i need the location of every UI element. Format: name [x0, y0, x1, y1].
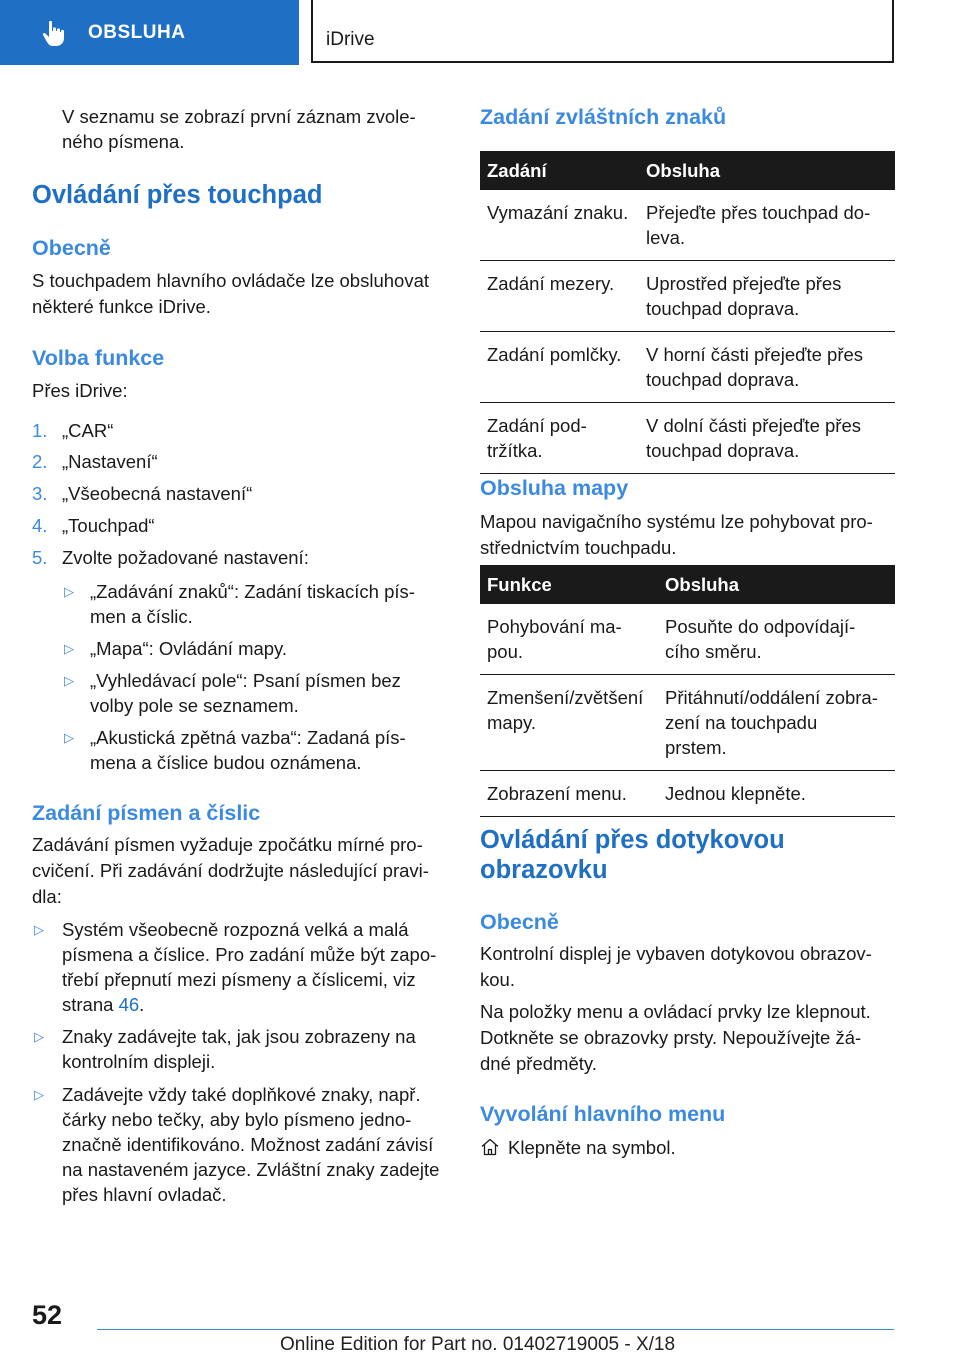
table-row [480, 190, 895, 261]
table-cell [480, 332, 639, 403]
step-number: 5. [32, 547, 48, 568]
rule-line: Zadávejte vždy také doplňkové znaky, např. [62, 1084, 421, 1105]
table-cell [639, 403, 895, 474]
rule-line: přes hlavní ovladač. [62, 1184, 227, 1205]
cell-line: Uprostřed přejeďte přes [646, 273, 842, 294]
main-menu-text: Klepněte na symbol. [508, 1137, 676, 1158]
bullet-triangle-icon: ▷ [64, 584, 74, 599]
table-header-cell: Obsluha [658, 565, 895, 604]
step-text: „Touchpad“ [62, 515, 155, 536]
heading-map: Obsluha mapy [480, 476, 629, 500]
step-text: „Všeobecná nastavení“ [62, 483, 253, 504]
table-header-cell: Obsluha [639, 151, 895, 190]
rule-line: Znaky zadávejte tak, jak jsou zobrazeny na [62, 1026, 416, 1047]
table-cell [639, 332, 895, 403]
bullet-triangle-icon: ▷ [34, 1029, 44, 1044]
cell-line: Jednou klepněte. [665, 783, 806, 804]
letters-text-1: Zadávání písmen vyžaduje zpočátku mírné pro- [32, 834, 423, 855]
heading-select-function: Volba funkce [32, 346, 165, 370]
table-cell [639, 261, 895, 332]
option-line: volby pole se seznamem. [90, 695, 299, 716]
page-number: 52 [32, 1300, 63, 1330]
step-number: 2. [32, 451, 48, 472]
cell-line: Zadání mezery. [487, 273, 615, 294]
cell-line: Zobrazení menu. [487, 783, 627, 804]
option-line: „Zadávání znaků“: Zadání tiskacích pís- [90, 581, 415, 602]
rule-line: značně identifikováno. Možnost zadání závisí [62, 1134, 434, 1155]
table-cell [480, 261, 639, 332]
table-cell [480, 771, 658, 817]
option-line: mena a číslice budou oznámena. [90, 752, 362, 773]
table-row [480, 403, 895, 474]
special-chars-table [480, 151, 895, 474]
option-line: „Mapa“: Ovládání mapy. [90, 638, 288, 659]
table-cell [480, 604, 658, 675]
touch-hand-icon [38, 18, 68, 48]
table-row [480, 771, 895, 817]
rule-line: čárky nebo tečky, aby bylo písmeno jedno- [62, 1109, 412, 1130]
table-header-row [480, 151, 895, 190]
step-number: 1. [32, 420, 48, 441]
rule-text: . [139, 994, 145, 1015]
intro-line-1: V seznamu se zobrazí první záznam zvole- [62, 106, 416, 127]
cell-line: Přejeďte přes touchpad do- [646, 202, 871, 223]
cell-line: Vymazání znaku. [487, 202, 629, 223]
rule-line: na nastaveném jazyce. Zvláštní znaky zadejte [62, 1159, 440, 1180]
general-text-2: některé funkce iDrive. [32, 296, 211, 317]
table-row [480, 261, 895, 332]
rule-line: písmena a číslice. Pro zadání může být zapo- [62, 944, 437, 965]
step-text: Zvolte požadované nastavení: [62, 547, 309, 568]
cell-line: V horní části přejeďte přes [646, 344, 864, 365]
letters-text-3: dla: [32, 886, 62, 907]
footer-divider [97, 1329, 894, 1330]
table-cell [480, 675, 658, 771]
map-text-2: střednictvím touchpadu. [480, 537, 677, 558]
home-icon [480, 1137, 500, 1157]
letters-text-2: cvičení. Při zadávání dodržujte následující pravi- [32, 860, 429, 881]
option-line: „Vyhledávací pole“: Psaní písmen bez [90, 670, 401, 691]
heading-touchscreen-line-2: obrazovku [480, 856, 608, 884]
page-link[interactable]: 46 [118, 994, 140, 1015]
header-section-box [311, 0, 894, 63]
rule-text: strana [62, 994, 119, 1015]
step-number: 3. [32, 483, 48, 504]
table-cell [480, 403, 639, 474]
bullet-triangle-icon: ▷ [34, 922, 44, 937]
heading-letters-numbers: Zadání písmen a číslic [32, 801, 261, 825]
rule-line: kontrolním displeji. [62, 1051, 216, 1072]
cell-line: Zmenšení/zvětšení [487, 687, 644, 708]
table-header-cell: Funkce [480, 565, 658, 604]
cell-line: leva. [646, 227, 686, 248]
table-cell [658, 604, 895, 675]
cell-line: tržítka. [487, 440, 543, 461]
cell-line: mapy. [487, 712, 537, 733]
table-cell [639, 190, 895, 261]
cell-line: pou. [487, 641, 524, 662]
cell-line: touchpad doprava. [646, 369, 800, 390]
heading-general-2: Obecně [480, 910, 559, 934]
touchscreen-text-3: Na položky menu a ovládací prvky lze klepnout. [480, 1001, 871, 1022]
map-text-1: Mapou navigačního systému lze pohybovat pro- [480, 511, 873, 532]
select-intro: Přes iDrive: [32, 380, 128, 401]
table-cell [658, 675, 895, 771]
cell-line: touchpad doprava. [646, 298, 800, 319]
intro-line-2: ného písmena. [62, 131, 185, 152]
table-header-cell: Zadání [480, 151, 639, 190]
table-row [480, 332, 895, 403]
touchscreen-text-2: kou. [480, 969, 515, 990]
cell-line: prstem. [665, 737, 727, 758]
header-tab [0, 0, 299, 65]
cell-line: zení na touchpadu [665, 712, 818, 733]
touchscreen-text-5: dné předměty. [480, 1053, 597, 1074]
cell-line: Posuňte do odpovídají- [665, 616, 856, 637]
heading-general: Obecně [32, 236, 111, 260]
cell-line: cího směru. [665, 641, 762, 662]
cell-line: Přitáhnutí/oddálení zobra- [665, 687, 878, 708]
cell-line: Pohybování ma- [487, 616, 622, 637]
cell-line: V dolní části přejeďte přes [646, 415, 861, 436]
header-section-title: iDrive [326, 29, 375, 50]
bullet-triangle-icon: ▷ [64, 730, 74, 745]
heading-touchscreen-line-1: Ovládání přes dotykovou [480, 826, 785, 854]
option-line: „Akustická zpětná vazba“: Zadaná pís- [90, 727, 406, 748]
table-cell [480, 190, 639, 261]
table-row [480, 675, 895, 771]
bullet-triangle-icon: ▷ [64, 673, 74, 688]
heading-main-menu: Vyvolání hlavního menu [480, 1102, 726, 1126]
table-cell [658, 771, 895, 817]
option-line: men a číslic. [90, 606, 193, 627]
cell-line: touchpad doprava. [646, 440, 800, 461]
heading-touchpad: Ovládání přes touchpad [32, 181, 323, 209]
header-tab-label: OBSLUHA [88, 21, 186, 43]
table-row [480, 604, 895, 675]
cell-line: Zadání pod- [487, 415, 587, 436]
general-text-1: S touchpadem hlavního ovládače lze obsluhovat [32, 270, 429, 291]
map-table [480, 565, 895, 817]
step-text: „Nastavení“ [62, 451, 158, 472]
heading-special-chars: Zadání zvláštních znaků [480, 105, 727, 129]
cell-line: Zadání pomlčky. [487, 344, 622, 365]
footer-edition: Online Edition for Part no. 01402719005 - X/18 [280, 1334, 676, 1355]
touchscreen-text-1: Kontrolní displej je vybaven dotykovou obrazov- [480, 943, 872, 964]
table-header-row [480, 565, 895, 604]
rule-line: Systém všeobecně rozpozná velká a malá [62, 919, 409, 940]
rule-line: třebí přepnutí mezi písmeny a číslicemi, viz [62, 969, 416, 990]
rule-line-reference [62, 992, 144, 1017]
touchscreen-text-4: Dotkněte se obrazovky prsty. Nepoužívejte žá- [480, 1027, 862, 1048]
bullet-triangle-icon: ▷ [64, 641, 74, 656]
step-text: „CAR“ [62, 420, 114, 441]
bullet-triangle-icon: ▷ [34, 1087, 44, 1102]
step-number: 4. [32, 515, 48, 536]
